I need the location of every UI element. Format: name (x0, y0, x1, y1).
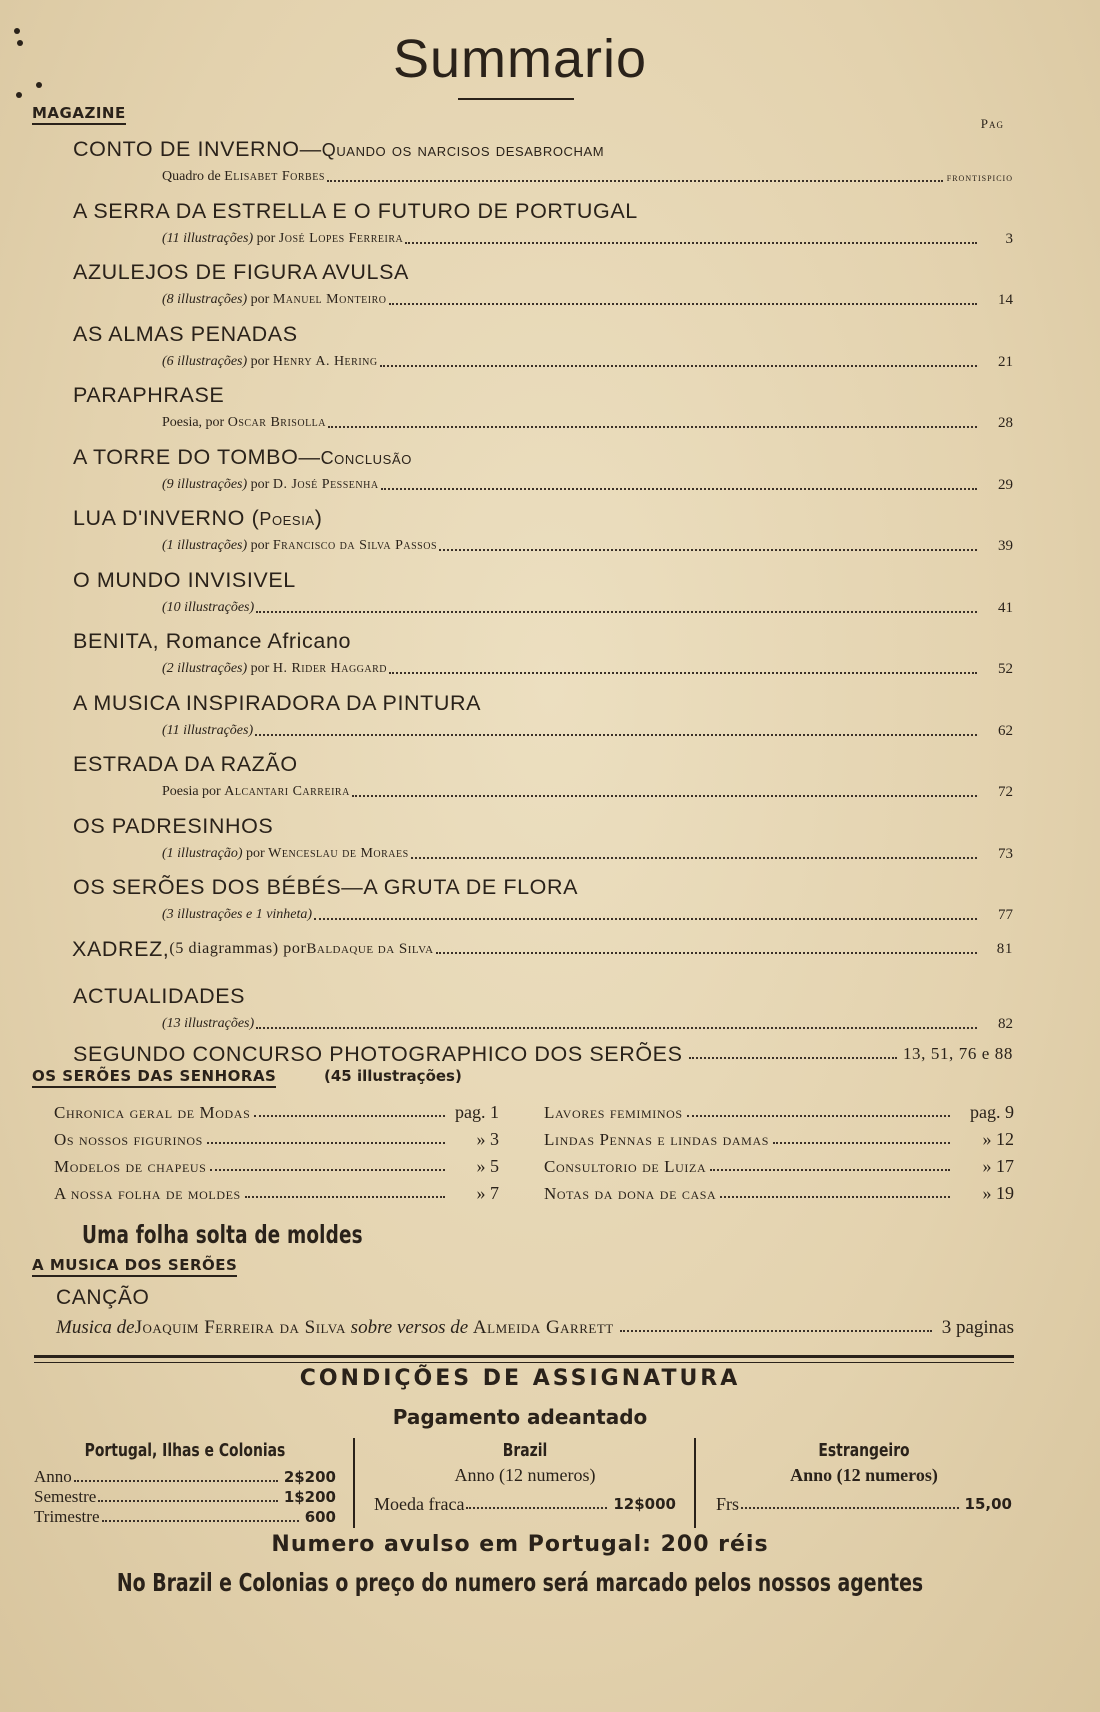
leader-dots (411, 841, 977, 859)
toc-entry[interactable] (73, 872, 1013, 934)
entry-detail (162, 226, 403, 252)
estrangeiro-prices (716, 1440, 1012, 1514)
entry-detail-line (162, 287, 1013, 313)
item-page: pag. 1 (455, 1102, 499, 1122)
item-page: » 19 (982, 1183, 1014, 1203)
divider-rule-thin (34, 1362, 1014, 1363)
entry-title-text: O MUNDO INVISIVEL (73, 567, 296, 592)
price-value: 1$200 (283, 1488, 336, 1506)
estrangeiro-sub: Anno (12 numeros) (790, 1465, 938, 1485)
entry-author: Wenceslau de Moraes (268, 845, 409, 861)
entry-page: 3 (1005, 230, 1013, 247)
senhoras-item[interactable] (54, 1180, 499, 1207)
leader-dots (466, 1494, 607, 1509)
senhoras-list (54, 1099, 1014, 1207)
leader-dots (98, 1487, 277, 1502)
entry-title-text: A SERRA DA ESTRELLA E O FUTURO DE PORTUGAL (73, 198, 638, 223)
price-label: Moeda fraca (374, 1494, 465, 1514)
item-page: » 12 (982, 1129, 1014, 1149)
entry-detail-text: (8 illustrações) (162, 292, 248, 307)
item-label: A nossa folha de moldes (54, 1184, 241, 1203)
entry-title (73, 196, 1013, 226)
entry-detail: (13 illustrações) (162, 1016, 255, 1031)
estrangeiro-heading: Estrangeiro (818, 1440, 910, 1461)
pag-label: Pag (980, 116, 1004, 131)
divider-rule (34, 1355, 1014, 1358)
senhoras-heading-label: OS SERÕES DAS SENHORAS (32, 1067, 277, 1085)
entry-detail-line (162, 718, 1013, 744)
brazil-sub: Anno (12 numeros) (454, 1465, 596, 1485)
portugal-heading: Portugal, Ilhas e Colonias (84, 1440, 286, 1461)
toc-entry[interactable] (73, 257, 1013, 319)
senhoras-heading (32, 1067, 276, 1088)
entry-title-smallcaps: Quando os narcisos desabrocham (321, 140, 605, 160)
entry-title-smallcaps: Conclusão (320, 447, 412, 468)
price-value: 2$200 (283, 1468, 336, 1486)
entry-title-text: LUA D'INVERNO ( (73, 506, 260, 530)
senhoras-right-column (544, 1099, 1014, 1207)
leader-dots (689, 1039, 897, 1059)
entry-detail-text: (11 illustrações) (162, 230, 254, 246)
brazil-prices (374, 1440, 676, 1514)
senhoras-heading-sub: (45 illustrações) (324, 1067, 462, 1085)
entry-author: D. José Pessenha (272, 476, 379, 492)
leader-dots (439, 533, 977, 551)
price-label: Trimestre (34, 1507, 100, 1526)
price-label: Frs (716, 1494, 740, 1514)
leader-dots (102, 1507, 299, 1522)
entry-title-suffix: ) (314, 506, 323, 530)
toc-entry[interactable] (73, 319, 1013, 381)
senhoras-item[interactable] (544, 1126, 1014, 1153)
leader-dots (741, 1494, 959, 1509)
entry-detail (162, 779, 350, 805)
item-page: » 3 (476, 1129, 499, 1149)
entry-title-text: BENITA, Romance Africano (73, 629, 352, 653)
poet: Almeida Garrett (472, 1317, 614, 1338)
entry-title-text: A MUSICA INSPIRADORA DA PINTURA (73, 690, 482, 715)
entry-title (73, 380, 1013, 410)
toc-entry[interactable] (73, 688, 1013, 750)
leader-dots (720, 1180, 950, 1198)
leader-dots (74, 1467, 278, 1482)
toc-entry[interactable] (73, 134, 1013, 196)
leader-dots (381, 472, 977, 490)
entry-detail (162, 595, 254, 621)
price-row (34, 1487, 336, 1507)
leader-dots (436, 934, 977, 954)
entry-detail-text: por (247, 538, 273, 553)
price-value: 12$000 (613, 1495, 676, 1513)
item-label: Chronica geral de Modas (54, 1103, 251, 1122)
toc-entry[interactable] (73, 749, 1013, 811)
magazine-heading: MAGAZINE (32, 104, 126, 125)
entry-detail (162, 472, 379, 498)
entry-detail-text: (2 illustrações) (162, 661, 248, 676)
price-value: 600 (304, 1508, 336, 1526)
leader-dots (380, 349, 977, 367)
brazil-heading: Brazil (502, 1440, 548, 1461)
credit-text-2: sobre versos de (345, 1317, 473, 1338)
entry-page: 72 (998, 784, 1013, 800)
price-label: Anno (34, 1467, 72, 1486)
entry-detail-text: (6 illustrações) (162, 353, 248, 369)
entry-pages: 13, 51, 76 e 88 (902, 1043, 1013, 1063)
item-label: Consultorio de Luiza (544, 1157, 707, 1176)
leader-dots (389, 656, 977, 674)
assignatura-heading: CONDIÇÕES DE ASSIGNATURA (299, 1366, 741, 1391)
entry-detail-text: por (247, 353, 273, 369)
entry-detail-line (162, 779, 1013, 805)
senhoras-item[interactable] (544, 1099, 1014, 1126)
entry-author: José Lopes Ferreira (278, 230, 404, 246)
senhoras-item[interactable] (54, 1126, 499, 1153)
column-divider (694, 1438, 696, 1528)
leader-dots (207, 1126, 445, 1144)
senhoras-item[interactable] (544, 1180, 1014, 1207)
entry-page: 28 (998, 415, 1013, 431)
entry-detail-text: (1 illustrações) (162, 538, 248, 553)
senhoras-item[interactable] (54, 1099, 499, 1126)
musica-heading: A MUSICA DOS SERÕES (32, 1256, 237, 1277)
entry-page: 41 (998, 599, 1013, 616)
composer: Joaquim Ferreira da Silva (134, 1317, 346, 1338)
title-rule (458, 98, 574, 100)
entry-detail-text: por (242, 845, 269, 861)
item-label: Os nossos figurinos (54, 1130, 203, 1149)
leader-dots (687, 1099, 950, 1117)
entry-detail-text: Poesia por (162, 784, 225, 799)
entry-detail-text: (9 illustrações) (162, 476, 248, 492)
entry-detail-line (162, 841, 1013, 867)
avulso-price: Numero avulso em Portugal: 200 réis (271, 1532, 769, 1557)
leader-dots (389, 287, 978, 305)
item-label: Lavores femiminos (544, 1103, 683, 1122)
senhoras-item[interactable] (54, 1153, 499, 1180)
entry-detail-text: por (247, 476, 273, 492)
toc-entry[interactable] (73, 380, 1013, 442)
entry-title (73, 257, 1013, 287)
entry-detail (162, 164, 325, 190)
toc-entry[interactable] (73, 196, 1013, 258)
entry-page: 82 (998, 1016, 1013, 1032)
entry-author: Baldaque da Silva (306, 940, 434, 957)
entry-detail (162, 287, 387, 313)
entry-detail (162, 410, 326, 436)
senhoras-item[interactable] (544, 1153, 1014, 1180)
column-divider (353, 1438, 355, 1528)
entry-page: frontispicio (946, 170, 1013, 184)
entry-title-text: AZULEJOS DE FIGURA AVULSA (73, 260, 409, 284)
leader-dots (710, 1153, 950, 1171)
entry-page: 81 (996, 940, 1013, 957)
price-row (34, 1507, 336, 1527)
cancao-pages: 3 paginas (941, 1317, 1014, 1338)
entry-detail-text: Poesia, por (162, 415, 228, 430)
entry-title (73, 565, 1013, 595)
entry-detail (162, 656, 387, 682)
entry-page: 52 (998, 661, 1013, 677)
entry-author: Manuel Monteiro (272, 292, 387, 307)
entry-detail (162, 533, 437, 559)
folha-solta-note: Uma folha solta de moldes (82, 1220, 363, 1249)
entry-detail-text: Quadro de (162, 169, 225, 184)
entry-detail-line (162, 410, 1013, 436)
leader-dots (328, 410, 977, 428)
entry-page: 62 (998, 722, 1013, 739)
entry-author: Henry A. Hering (272, 353, 378, 369)
price-row (34, 1467, 336, 1487)
entry-title (73, 872, 1013, 902)
entry-detail (162, 718, 253, 744)
entry-detail-text: por (247, 292, 273, 307)
entry-detail-line (162, 349, 1013, 375)
leader-dots (245, 1180, 445, 1198)
entry-title (73, 503, 1013, 533)
entry-detail (162, 841, 409, 867)
price-label: Semestre (34, 1487, 97, 1506)
entry-title: ACTUALIDADES (73, 984, 246, 1008)
entry-title (73, 134, 1013, 164)
entry-title-text: A TORRE DO TOMBO— (73, 444, 321, 469)
entry-title-text: OS PADRESINHOS (73, 813, 274, 838)
entry-title: SEGUNDO CONCURSO PHOTOGRAPHICO DOS SERÕES (73, 1041, 683, 1066)
item-page: » 17 (982, 1156, 1014, 1176)
entry-page: 73 (998, 845, 1013, 862)
toc-entry[interactable] (73, 626, 1013, 688)
item-label: Modelos de chapeus (54, 1157, 207, 1176)
entry-detail-line (162, 226, 1013, 252)
leader-dots (405, 226, 977, 244)
entry-detail-line (162, 164, 1013, 190)
entry-page: 39 (998, 538, 1013, 554)
entry-title-text: PARAPHRASE (73, 383, 225, 407)
entry-title-text: ESTRADA DA RAZÃO (73, 752, 298, 776)
entry-detail (162, 902, 312, 928)
brazil-row (374, 1494, 676, 1514)
item-page: » 7 (476, 1183, 499, 1203)
toc-entry[interactable] (73, 503, 1013, 565)
entry-detail-line (162, 533, 1013, 559)
leader-dots (327, 164, 943, 182)
toc-entry[interactable] (73, 565, 1013, 627)
leader-dots (256, 1011, 977, 1029)
toc-entry-actualidades[interactable] (73, 981, 1013, 1043)
leader-dots (255, 718, 977, 736)
credit-text: Musica de (56, 1317, 135, 1338)
leader-dots (256, 595, 977, 613)
entry-title-smallcaps: Poesia (259, 509, 315, 529)
entry-detail-text: por (253, 230, 279, 246)
entry-title (73, 688, 1013, 718)
entry-title: XADREZ, (72, 936, 170, 961)
entry-detail-text: por (247, 661, 273, 676)
entry-detail: (5 diagrammas) por (169, 939, 307, 957)
entry-detail-line (162, 656, 1013, 682)
entry-detail-text: (11 illustrações) (162, 722, 254, 738)
entry-title (73, 626, 1013, 656)
entry-title (73, 811, 1013, 841)
leader-dots (620, 1314, 932, 1332)
item-page: » 5 (476, 1156, 499, 1176)
entry-author: H. Rider Haggard (272, 661, 387, 676)
entry-title-text: AS ALMAS PENADAS (73, 321, 298, 346)
entry-detail-text: (10 illustrações) (162, 599, 255, 615)
price-value: 15,00 (964, 1495, 1012, 1513)
toc-entry[interactable] (73, 442, 1013, 504)
entry-author: Alcantari Carreira (224, 784, 350, 799)
entry-detail-text: (1 illustração) (162, 845, 243, 861)
entry-title (73, 749, 1013, 779)
item-page: pag. 9 (970, 1102, 1014, 1122)
entry-detail-line (162, 902, 1013, 928)
cancao-credits[interactable] (56, 1314, 1014, 1342)
entry-detail-line (162, 472, 1013, 498)
toc-entry[interactable] (73, 811, 1013, 873)
item-label: Notas da dona de casa (544, 1184, 717, 1203)
portugal-prices (34, 1440, 336, 1527)
entry-title (73, 319, 1013, 349)
entry-title-text: OS SERÕES DOS BÉBÉS—A GRUTA DE FLORA (73, 875, 579, 899)
entry-detail (162, 349, 378, 375)
leader-dots (210, 1153, 445, 1171)
entry-page: 77 (998, 907, 1013, 923)
entry-detail-line (162, 595, 1013, 621)
entry-page: 29 (998, 476, 1013, 493)
senhoras-left-column (54, 1099, 499, 1207)
pagamento-note: Pagamento adeantado (392, 1405, 648, 1429)
entry-author: Elisabet Forbes (224, 169, 325, 184)
entry-title-text: CONTO DE INVERNO— (73, 137, 322, 161)
brazil-note: No Brazil e Colonias o preço do numero será marcado pelos nossos agentes (116, 1568, 924, 1597)
entry-title (73, 442, 1013, 472)
entry-author: Oscar Brisolla (227, 415, 327, 430)
cancao-title: CANÇÃO (56, 1286, 150, 1309)
estrangeiro-row (716, 1494, 1012, 1514)
item-label: Lindas Pennas e lindas damas (544, 1130, 769, 1149)
leader-dots (773, 1126, 950, 1144)
leader-dots (254, 1099, 445, 1117)
page-title: Summario (392, 29, 648, 89)
entry-detail-text: (3 illustrações e 1 vinheta) (162, 907, 313, 922)
leader-dots (352, 779, 977, 797)
magazine-toc (73, 134, 1013, 1100)
entry-page: 14 (998, 292, 1013, 308)
entry-author: Francisco da Silva Passos (272, 538, 437, 553)
entry-page: 21 (998, 353, 1013, 370)
leader-dots (314, 902, 977, 920)
